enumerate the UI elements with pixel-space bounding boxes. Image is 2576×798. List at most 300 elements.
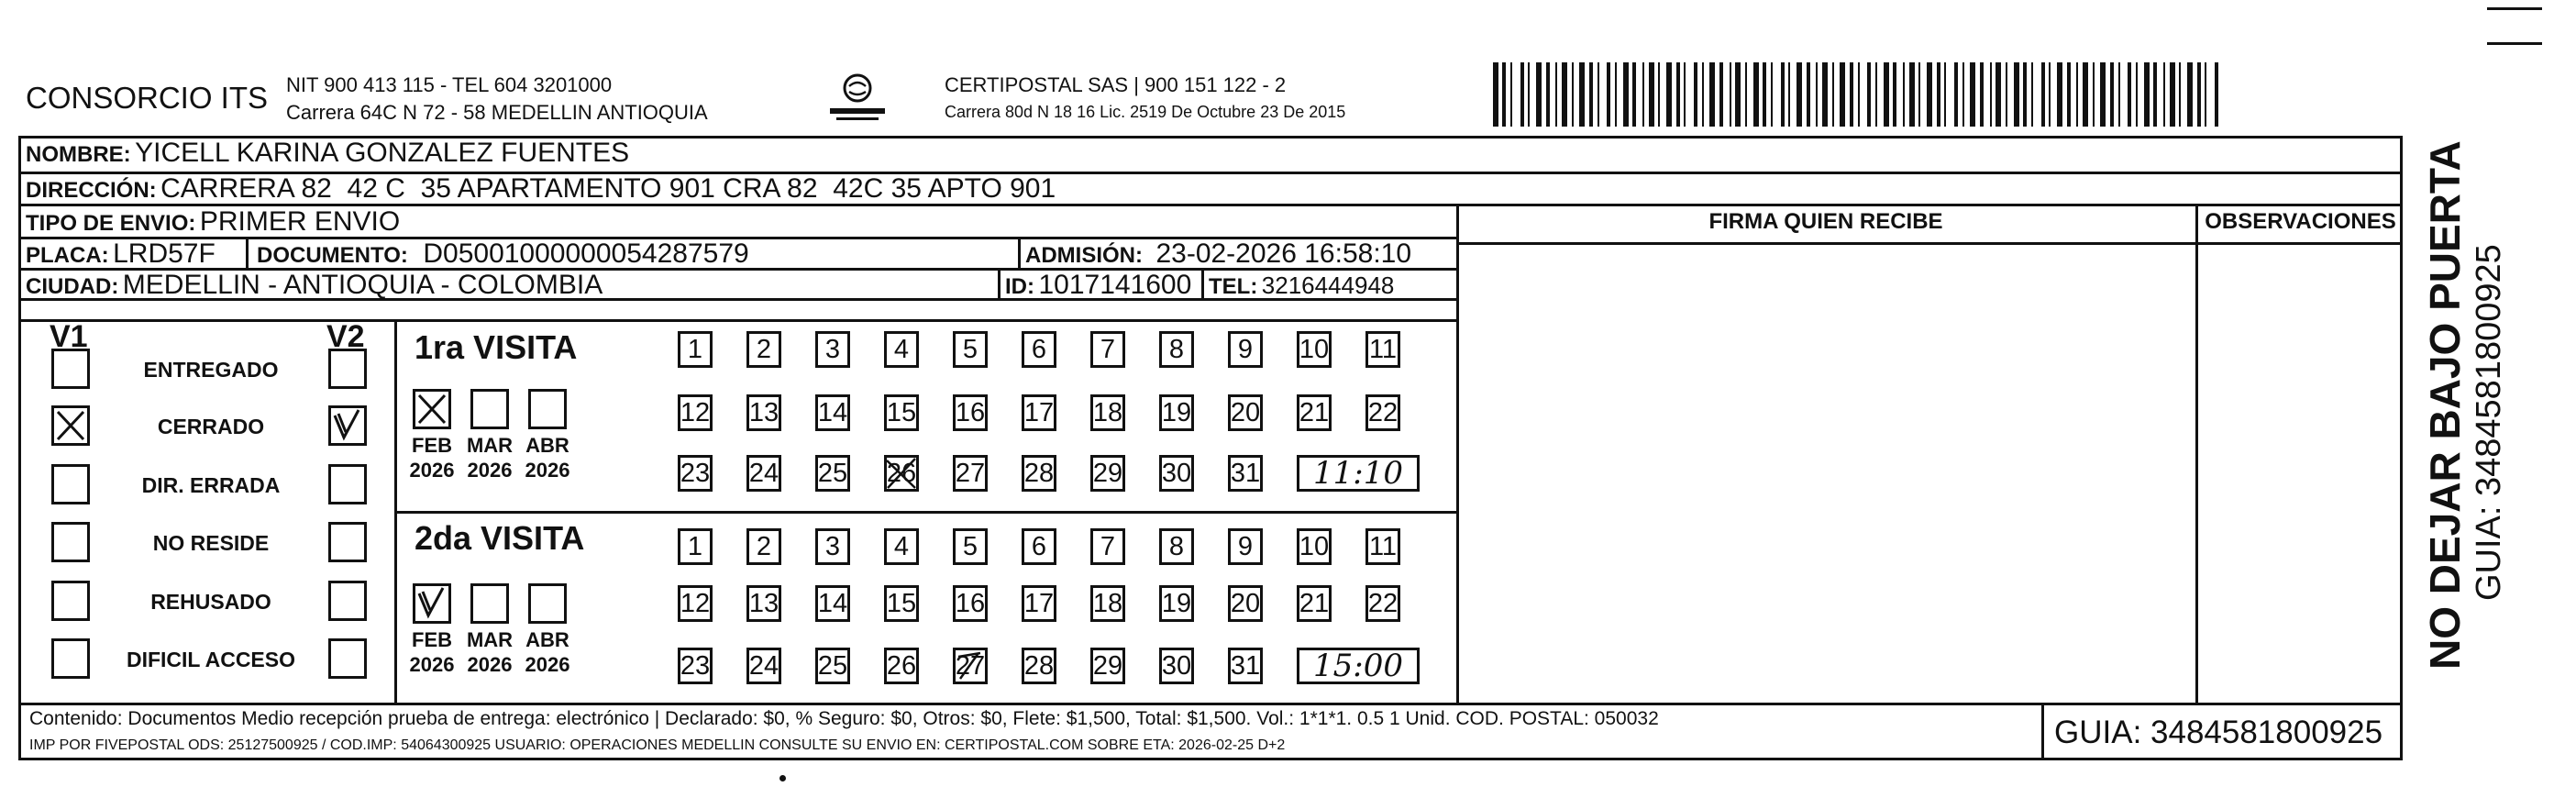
v1-checkbox-3[interactable]	[51, 522, 90, 562]
day-number: 2	[756, 531, 772, 561]
side-guia: GUIA: 3484581800925	[2470, 244, 2508, 601]
status-option-label: CERRADO	[157, 415, 265, 438]
documento-value: D05001000000054287579	[423, 238, 749, 269]
barcode-bar	[2100, 62, 2106, 127]
visita2-day-6[interactable]	[1022, 528, 1056, 565]
barcode-bar	[1962, 62, 1964, 127]
v2-header: V2	[326, 319, 365, 354]
barcode-bar	[1589, 62, 1593, 127]
day-number: 15	[886, 588, 917, 618]
barcode-bar	[1745, 62, 1747, 127]
visita2-day-2[interactable]	[746, 528, 781, 565]
v2-checkbox-0[interactable]	[328, 349, 367, 389]
tel-row	[1209, 272, 1394, 300]
day-number: 14	[817, 588, 848, 618]
barcode-bar	[1676, 62, 1680, 127]
month-name: MAR	[466, 628, 514, 651]
direccion-value: CARRERA 82 42 C 35 APARTAMENTO 901 CRA 82 42C 35 APTO 901	[160, 173, 1056, 204]
barcode-bar	[1579, 62, 1585, 127]
visita2-day-26[interactable]	[884, 648, 919, 684]
status-option-label: NO RESIDE	[152, 531, 270, 555]
placa-label: PLACA:	[26, 243, 109, 268]
barcode-bar	[2014, 62, 2019, 127]
visita2-day-31[interactable]	[1228, 648, 1263, 684]
visita2-day-4[interactable]	[884, 528, 919, 565]
day-number: 16	[955, 588, 986, 618]
barcode-bar	[1753, 62, 1759, 127]
visita1-month-label	[462, 433, 517, 482]
footer-guia: GUIA: 3484581800925	[2054, 715, 2383, 750]
visita2-month-label	[462, 627, 517, 677]
visita2-day-27[interactable]	[953, 648, 988, 684]
barcode-bar	[2023, 62, 2027, 127]
visita1-day-14[interactable]	[815, 394, 850, 431]
visita2-day-1[interactable]	[678, 528, 713, 565]
day-number: 1	[687, 531, 703, 561]
visita2-day-25[interactable]	[815, 648, 850, 684]
barcode-bar	[1709, 62, 1715, 127]
barcode-bar	[1797, 62, 1802, 127]
barcode-bar	[2031, 62, 2033, 127]
day-number: 13	[748, 397, 779, 427]
visita1-time-box[interactable]	[1297, 455, 1420, 492]
visita1-day-7[interactable]	[1090, 331, 1125, 368]
barcode-bar	[1927, 62, 1932, 127]
visita1-day-3[interactable]	[815, 331, 850, 368]
partner-address: Carrera 80d N 18 16 Lic. 2519 De Octubre 23 De 2015	[945, 103, 1346, 121]
barcode-bar	[1990, 62, 1992, 127]
barcode-bar	[1980, 62, 1984, 127]
visita2-day-18[interactable]	[1090, 585, 1125, 622]
visita2-day-7[interactable]	[1090, 528, 1125, 565]
visita2-day-14[interactable]	[815, 585, 850, 622]
barcode-bar	[2057, 62, 2062, 127]
visita1-month-box-0[interactable]	[413, 389, 451, 429]
visita1-day-29[interactable]	[1090, 455, 1125, 492]
barcode-bar	[1572, 62, 1574, 127]
visita1-day-8[interactable]	[1159, 331, 1194, 368]
visita2-day-11[interactable]	[1365, 528, 1400, 565]
visita1-day-16[interactable]	[953, 394, 988, 431]
visita2-month-box-1[interactable]	[470, 583, 509, 624]
day-number: 30	[1161, 458, 1192, 488]
visita1-day-17[interactable]	[1022, 394, 1056, 431]
day-number: 12	[680, 397, 711, 427]
day-number: 10	[1299, 334, 1330, 364]
barcode-bar	[1893, 62, 1896, 127]
day-number: 20	[1230, 397, 1261, 427]
barcode-bar	[1903, 62, 1905, 127]
barcode-bar	[1884, 62, 1889, 127]
corner-mark	[2487, 42, 2542, 45]
day-number: 21	[1299, 588, 1330, 618]
visita1-month-box-1[interactable]	[470, 389, 509, 429]
barcode-bar	[1649, 62, 1654, 127]
ciudad-value: MEDELLIN - ANTIOQUIA - COLOMBIA	[122, 270, 603, 300]
company-nit: NIT 900 413 115 - TEL 604 3201000	[286, 73, 613, 96]
visita2-day-3[interactable]	[815, 528, 850, 565]
barcode-bar	[1781, 62, 1785, 127]
bottom-dot	[779, 775, 786, 781]
day-number: 18	[1092, 397, 1123, 427]
visita1-title: 1ra VISITA	[415, 328, 578, 366]
day-number: 21	[1299, 397, 1330, 427]
day-number: 26	[886, 650, 917, 681]
visita2-time-box[interactable]	[1297, 648, 1420, 684]
day-number: 16	[955, 397, 986, 427]
barcode-bar	[1909, 62, 1915, 127]
barcode-bar	[1944, 62, 1946, 127]
corner-mark	[2487, 7, 2542, 10]
visita1-month-label	[404, 433, 459, 482]
barcode-bar	[2215, 62, 2218, 127]
day-number: 11	[1368, 531, 1398, 561]
day-number: 18	[1092, 588, 1123, 618]
barcode-bar	[1615, 62, 1617, 127]
visita1-day-11[interactable]	[1365, 331, 1400, 368]
day-number: 27	[955, 458, 986, 488]
visita1-day-1[interactable]	[678, 331, 713, 368]
month-name: FEB	[412, 628, 452, 651]
barcode-bar	[1719, 62, 1723, 127]
day-number: 4	[893, 334, 910, 364]
day-number: 5	[962, 531, 978, 561]
barcode-bar	[1730, 62, 1731, 127]
visita1-day-20[interactable]	[1228, 394, 1263, 431]
company-address: Carrera 64C N 72 - 58 MEDELLIN ANTIOQUIA	[286, 101, 708, 124]
barcode-bar	[2197, 62, 2201, 127]
barcode-bar	[1598, 62, 1599, 127]
visita1-month-box-2[interactable]	[528, 389, 567, 429]
visita2-day-23[interactable]	[678, 648, 713, 684]
status-option-label: DIR. ERRADA	[141, 473, 281, 497]
day-number: 9	[1237, 334, 1254, 364]
barcode-bar	[1502, 62, 1506, 127]
visita2-day-30[interactable]	[1159, 648, 1194, 684]
day-number: 11	[1368, 334, 1398, 364]
day-number: 7	[1100, 334, 1116, 364]
side-warning: NO DEJAR BAJO PUERTA	[2421, 140, 2469, 670]
barcode-bar	[1954, 62, 1958, 127]
barcode-bar	[2110, 62, 2114, 127]
barcode-bar	[1875, 62, 1877, 127]
barcode-bar	[1607, 62, 1610, 127]
handwritten-time: 15:00	[1313, 648, 1403, 684]
visita2-month-box-2[interactable]	[528, 583, 567, 624]
visita1-day-27[interactable]	[953, 455, 988, 492]
day-number: 3	[824, 531, 841, 561]
visita1-day-19[interactable]	[1159, 394, 1194, 431]
barcode-bar	[1520, 62, 1524, 127]
day-number: 14	[817, 397, 848, 427]
barcode-bar	[1623, 62, 1629, 127]
barcode-bar	[1996, 62, 2001, 127]
visita2-day-19[interactable]	[1159, 585, 1194, 622]
day-number: 17	[1023, 588, 1055, 618]
barcode-bar	[2170, 62, 2175, 127]
day-number: 19	[1161, 588, 1192, 618]
day-number: 25	[817, 458, 848, 488]
nombre-label: NOMBRE:	[26, 142, 131, 167]
direccion-label: DIRECCIÓN:	[26, 178, 157, 203]
visita1-day-24[interactable]	[746, 455, 781, 492]
observaciones-header: OBSERVACIONES	[2205, 209, 2396, 234]
ciudad-label: CIUDAD:	[26, 274, 119, 299]
month-year: 2026	[525, 459, 570, 482]
barcode-bar	[1867, 62, 1871, 127]
visita1-day-9[interactable]	[1228, 331, 1263, 368]
barcode-bar	[1528, 62, 1530, 127]
tel-label: TEL:	[1209, 274, 1258, 299]
month-name: MAR	[466, 434, 514, 457]
visita1-day-28[interactable]	[1022, 455, 1056, 492]
footer-contenido: Contenido: Documentos Medio recepción prueba de entrega: electrónico | Declarado: $0, % Seguro: $0, Otros: $0, Flete: $1,500, Total: $1,500. Vol.: 1*1*1. 0.5 1 Unid. COD. POSTAL: 050032	[29, 708, 1659, 729]
barcode-bar	[1684, 62, 1686, 127]
barcode	[1493, 62, 2222, 127]
visita2-day-5[interactable]	[953, 528, 988, 565]
day-number: 8	[1168, 334, 1185, 364]
barcode-bar	[1642, 62, 1644, 127]
day-number: 29	[1092, 650, 1123, 681]
day-number: 2	[756, 334, 772, 364]
visita1-day-18[interactable]	[1090, 394, 1125, 431]
barcode-bar	[1493, 62, 1498, 127]
placa-row	[26, 238, 216, 270]
visita2-day-21[interactable]	[1297, 585, 1332, 622]
handwritten-time: 11:10	[1313, 455, 1403, 492]
visita2-day-29[interactable]	[1090, 648, 1125, 684]
visita1-day-26[interactable]	[884, 455, 919, 492]
visita2-day-20[interactable]	[1228, 585, 1263, 622]
ciudad-row	[26, 270, 603, 301]
nombre-value: YICELL KARINA GONZALEZ FUENTES	[135, 138, 630, 168]
barcode-bar	[1937, 62, 1940, 127]
visita2-day-13[interactable]	[746, 585, 781, 622]
month-year: 2026	[467, 653, 513, 676]
v2-checkbox-4[interactable]	[328, 581, 367, 621]
visita1-month-label	[520, 433, 575, 482]
day-number: 9	[1237, 531, 1254, 561]
v1-header: V1	[50, 319, 88, 354]
barcode-bar	[2153, 62, 2157, 127]
v1-checkbox-5[interactable]	[51, 638, 90, 679]
day-number: 24	[748, 650, 779, 681]
tipo-envio-label: TIPO DE ENVIO:	[26, 211, 196, 236]
x-mark	[54, 408, 87, 443]
placa-value: LRD57F	[113, 238, 216, 269]
day-number: 31	[1230, 458, 1261, 488]
barcode-bar	[2049, 62, 2051, 127]
day-number: 3	[824, 334, 841, 364]
barcode-bar	[1970, 62, 1975, 127]
nombre-row	[26, 138, 629, 169]
admision-row	[1025, 238, 1411, 270]
day-number: 4	[893, 531, 910, 561]
tipo-envio-value: PRIMER ENVIO	[199, 206, 401, 237]
certipostal-logo	[825, 72, 890, 127]
check-mark	[331, 408, 364, 443]
day-number: 17	[1023, 397, 1055, 427]
visita2-day-24[interactable]	[746, 648, 781, 684]
v2-checkbox-3[interactable]	[328, 522, 367, 562]
visita1-day-22[interactable]	[1365, 394, 1400, 431]
visita1-day-5[interactable]	[953, 331, 988, 368]
visita2-month-label	[520, 627, 575, 677]
month-year: 2026	[409, 653, 455, 676]
barcode-bar	[1816, 62, 1818, 127]
visita1-day-31[interactable]	[1228, 455, 1263, 492]
id-row	[1005, 270, 1191, 301]
day-number: 24	[748, 458, 779, 488]
id-value: 1017141600	[1038, 270, 1192, 300]
v1-checkbox-0[interactable]	[51, 349, 90, 389]
v2-checkbox-5[interactable]	[328, 638, 367, 679]
barcode-bar	[2076, 62, 2078, 127]
day-number: 10	[1299, 531, 1330, 561]
barcode-bar	[2118, 62, 2120, 127]
barcode-bar	[1510, 62, 1512, 127]
v2-checkbox-2[interactable]	[328, 464, 367, 504]
id-label: ID:	[1005, 274, 1034, 299]
day-number: 20	[1230, 588, 1261, 618]
v1-checkbox-2[interactable]	[51, 464, 90, 504]
partner-name: CERTIPOSTAL SAS | 900 151 122 - 2	[945, 73, 1287, 96]
day-number: 8	[1168, 531, 1185, 561]
visita2-day-28[interactable]	[1022, 648, 1056, 684]
day-number: 23	[680, 458, 711, 488]
barcode-bar	[1735, 62, 1741, 127]
barcode-bar	[1918, 62, 1920, 127]
barcode-bar	[1694, 62, 1697, 127]
barcode-bar	[2093, 62, 2095, 127]
visita1-day-10[interactable]	[1297, 331, 1332, 368]
day-number: 26	[886, 458, 917, 488]
visita2-day-9[interactable]	[1228, 528, 1263, 565]
status-option-label: DIFICIL ACCESO	[126, 648, 295, 671]
visita1-day-21[interactable]	[1297, 394, 1332, 431]
visita1-day-23[interactable]	[678, 455, 713, 492]
day-number: 30	[1161, 650, 1192, 681]
barcode-bar	[1822, 62, 1828, 127]
month-name: FEB	[412, 434, 452, 457]
direccion-row	[26, 173, 1056, 205]
month-year: 2026	[467, 459, 513, 482]
check-mark	[415, 586, 448, 621]
day-number: 12	[680, 588, 711, 618]
day-number: 5	[962, 334, 978, 364]
month-name: ABR	[525, 628, 569, 651]
v1-checkbox-4[interactable]	[51, 581, 90, 621]
visita2-title: 2da VISITA	[415, 519, 585, 557]
barcode-bar	[1771, 62, 1773, 127]
month-year: 2026	[409, 459, 455, 482]
day-number: 15	[886, 397, 917, 427]
day-number: 1	[687, 334, 703, 364]
barcode-bar	[1658, 62, 1660, 127]
day-number: 28	[1023, 650, 1055, 681]
v2-checkbox-1[interactable]	[328, 405, 367, 446]
barcode-bar	[1788, 62, 1790, 127]
month-year: 2026	[525, 653, 570, 676]
x-mark	[415, 392, 448, 427]
v1-checkbox-1[interactable]	[51, 405, 90, 446]
barcode-bar	[2136, 62, 2138, 127]
status-option-label: ENTREGADO	[143, 358, 279, 382]
status-option-label: REHUSADO	[150, 590, 271, 614]
tel-value: 3216444948	[1261, 272, 1395, 299]
day-number: 28	[1023, 458, 1055, 488]
day-number: 31	[1230, 650, 1261, 681]
barcode-bar	[1832, 62, 1834, 127]
barcode-bar	[2187, 62, 2193, 127]
visita2-day-8[interactable]	[1159, 528, 1194, 565]
day-number: 6	[1031, 531, 1047, 561]
day-number: 27	[955, 650, 986, 681]
day-number: 23	[680, 650, 711, 681]
company-name: CONSORCIO ITS	[26, 81, 269, 115]
barcode-bar	[1763, 62, 1766, 127]
barcode-bar	[1850, 62, 1853, 127]
barcode-bar	[2128, 62, 2131, 127]
barcode-bar	[1807, 62, 1810, 127]
visita1-day-15[interactable]	[884, 394, 919, 431]
visita1-day-25[interactable]	[815, 455, 850, 492]
barcode-bar	[2067, 62, 2071, 127]
visita1-day-2[interactable]	[746, 331, 781, 368]
barcode-bar	[1632, 62, 1636, 127]
month-name: ABR	[525, 434, 569, 457]
barcode-bar	[1536, 62, 1542, 127]
visita2-day-17[interactable]	[1022, 585, 1056, 622]
barcode-bar	[1858, 62, 1860, 127]
footer-impresion: IMP POR FIVEPOSTAL ODS: 25127500925 / COD.IMP: 54064300925 USUARIO: OPERACIONES MEDELLIN CONSULTE SU ENVIO EN: CERTIPOSTAL.COM SOBRE ETA: 2026-02-25 D+2	[29, 737, 1286, 753]
visita2-day-10[interactable]	[1297, 528, 1332, 565]
visita2-day-22[interactable]	[1365, 585, 1400, 622]
tipo-envio-row	[26, 206, 400, 238]
barcode-bar	[1840, 62, 1845, 127]
visita1-day-12[interactable]	[678, 394, 713, 431]
visita2-month-box-0[interactable]	[413, 583, 451, 624]
visita1-day-13[interactable]	[746, 394, 781, 431]
documento-label: DOCUMENTO:	[257, 243, 408, 268]
visita1-day-30[interactable]	[1159, 455, 1194, 492]
barcode-bar	[2179, 62, 2181, 127]
barcode-bar	[2006, 62, 2007, 127]
barcode-bar	[1546, 62, 1550, 127]
barcode-bar	[1666, 62, 1672, 127]
barcode-bar	[1702, 62, 1704, 127]
day-mark	[953, 648, 988, 684]
day-mark	[884, 455, 919, 492]
barcode-bar	[2041, 62, 2045, 127]
barcode-bar	[2163, 62, 2165, 127]
barcode-bar	[2205, 62, 2206, 127]
day-number: 7	[1100, 531, 1116, 561]
visita1-day-4[interactable]	[884, 331, 919, 368]
firma-header: FIRMA QUIEN RECIBE	[1708, 209, 1943, 234]
admision-label: ADMISIÓN:	[1025, 243, 1143, 268]
visita2-day-15[interactable]	[884, 585, 919, 622]
visita1-day-6[interactable]	[1022, 331, 1056, 368]
day-number: 25	[817, 650, 848, 681]
barcode-bar	[2144, 62, 2150, 127]
visita2-day-12[interactable]	[678, 585, 713, 622]
admision-value: 23-02-2026 16:58:10	[1155, 238, 1412, 269]
visita2-day-16[interactable]	[953, 585, 988, 622]
day-number: 22	[1367, 588, 1399, 618]
day-number: 6	[1031, 334, 1047, 364]
day-number: 22	[1367, 397, 1399, 427]
